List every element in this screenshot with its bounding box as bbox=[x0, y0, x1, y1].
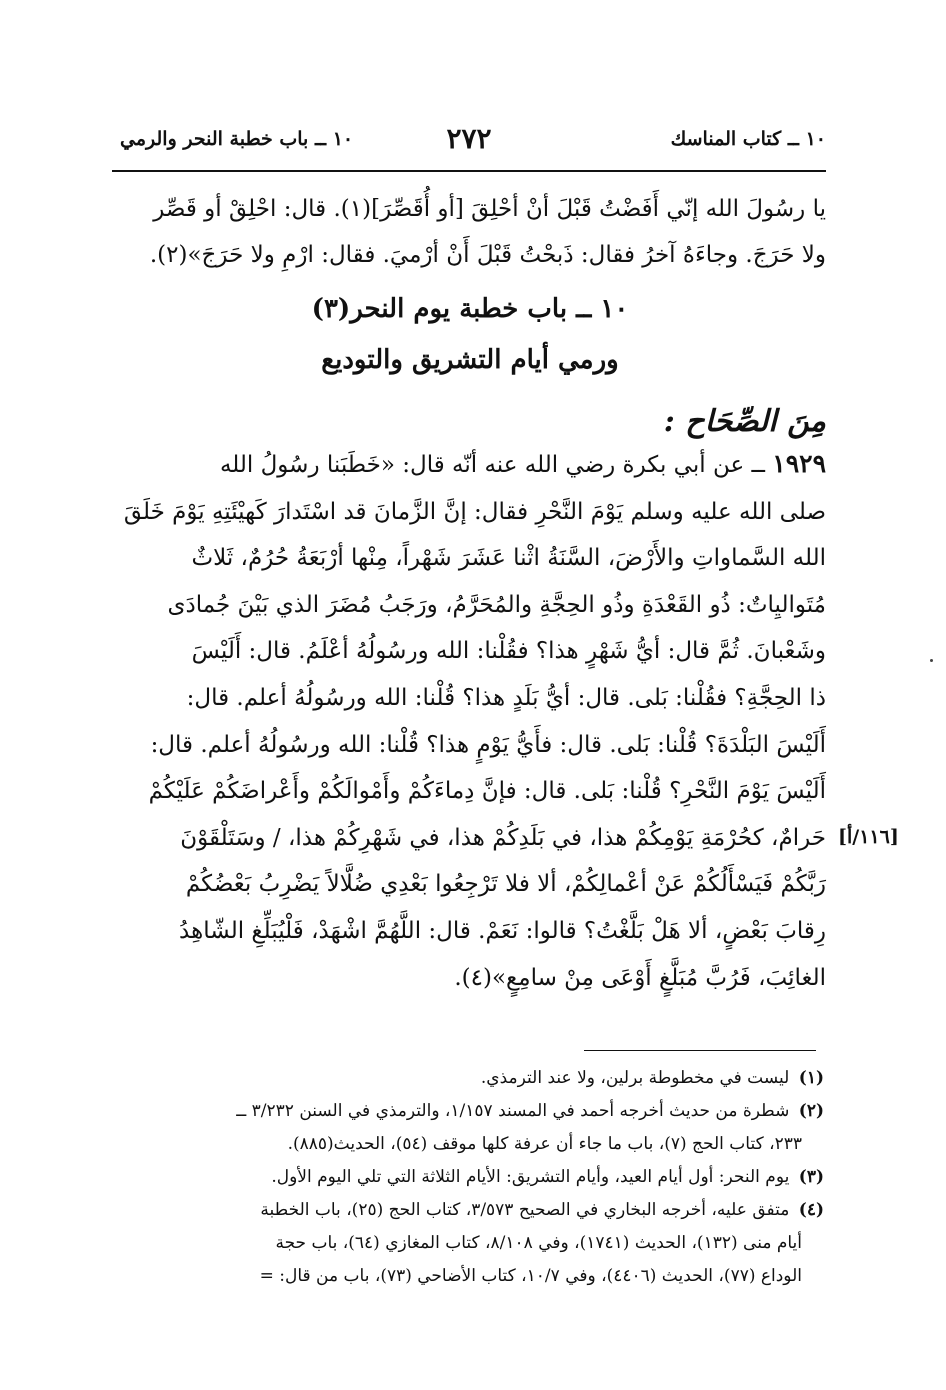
text-line: ــ عن أبي بكرة رضي الله عنه أنّه قال: «خَطَبَنا رسُولُ الله bbox=[219, 452, 765, 478]
chapter-title-line-2: ورمي أيام التشريق والتوديع bbox=[321, 345, 619, 375]
text-line: حَرامٌ، كحُرْمَةِ يَوْمِكُمْ هذا، في بَلَدِكُمْ هذا، في شَهْرِكُمْ هذا، / وسَتَلْقَوْنَ bbox=[180, 824, 826, 851]
section-label: مِنَ الصِّحَاح : bbox=[663, 404, 826, 439]
text-line: رَبَّكُمْ فَيَسْأَلُكُمْ عَنْ أعْمالِكُمْ، ألا فلا تَرْجِعُوا بَعْدِي ضُلَّالاً يَضْرِبُ بَعْضُكُمْ bbox=[185, 871, 826, 898]
page-number: ٢٧٢ bbox=[446, 122, 492, 155]
footnote-text: متفق عليه، أخرجه البخاري في الصحيح ٣/٥٧٣، كتاب الحج (٢٥)، باب الخطبة bbox=[260, 1200, 790, 1220]
footnote-2 bbox=[84, 1095, 824, 1161]
footnote-text: يوم النحر: أول أيام العيد، وأيام التشريق: الأيام الثلاثة التي تلي اليوم الأول. bbox=[271, 1167, 790, 1187]
header-rule bbox=[112, 170, 826, 172]
footnote-continuation: أيام منى (١٣٢)، الحديث (١٧٤١)، وفي ٨/١٠٨، كتاب المغازي (٦٤)، باب حجة bbox=[275, 1233, 802, 1253]
footnote-marker: (٣) bbox=[798, 1167, 824, 1187]
text-line: رِقابَ بَعْضٍ، ألا هَلْ بَلَّغْتُ؟ قالوا: نَعَمْ. قال: اللَّهُمَّ اشْهَدْ، فَلْيُبَلِّغِ الشّاهِدُ bbox=[179, 917, 826, 944]
text-line: يا رسُولَ الله إنّي أَفَضْتُ قَبْلَ أنْ أحْلِقَ [أو أُقَصِّرَ](١). قال: احْلِقْ أو قَصِّر bbox=[153, 196, 826, 222]
chapter-title-line-1: ١٠ ــ باب خطبة يوم النحر(٣) bbox=[311, 294, 629, 324]
text-line: أَلَيْسَ البَلْدَةَ؟ قُلْنا: بَلى. قال: فأَيُّ يَوْمٍ هذا؟ قُلْنا: الله ورسُولُهُ أعلم. قال: bbox=[150, 731, 826, 758]
opening-paragraph bbox=[114, 186, 826, 278]
footnote-4 bbox=[84, 1194, 824, 1293]
text-line: مُتَواليِاتٌ: ذُو القَعْدَةِ وذُو الحِجَّةِ والمُحَرَّمُ، ورَجَبُ مُضَرَ الذي بَيْنَ جُمادَى bbox=[167, 591, 826, 618]
footnote-continuation: الوداع (٧٧)، الحديث (٤٤٠٦)، وفي ١٠/٧، كتاب الأضاحي (٧٣)، باب من قال: = bbox=[259, 1266, 802, 1286]
footnote-continuation: ٢٣٣، كتاب الحج (٧)، باب ما جاء أن عرفة كلها موقف (٥٤)، الحديث(٨٨٥). bbox=[287, 1134, 802, 1154]
footnote-rule bbox=[584, 1050, 816, 1051]
chapter-running-title: ١٠ ــ باب خطبة النحر والرمي bbox=[120, 128, 354, 150]
text-line: ولا حَرَجَ. وجاءَهُ آخرُ فقال: ذَبحْتُ قَبْلَ أَنْ أرْميَ. فقال: ارْمِ ولا حَرَجَ»(٢). bbox=[149, 242, 826, 268]
hadith-paragraph bbox=[114, 441, 826, 1001]
manuscript-folio-reference: [١١٦/أ] bbox=[838, 826, 899, 848]
text-line: الله السَّماواتِ والأَرْضَ، السَّنَةُ اثْنا عَشَرَ شَهْراً، مِنْها أرْبَعَةُ حُرُمٌ، ثَلاثٌ bbox=[191, 545, 826, 572]
footnote-text: شطرة من حديث أخرجه أحمد في المسند ١/١٥٧، والترمذي في السنن ٣/٢٣٢ ــ bbox=[236, 1101, 790, 1121]
running-header bbox=[112, 122, 826, 168]
text-line: وشَعْبانَ. ثُمَّ قال: أيُّ شَهْرٍ هذا؟ فقُلْنا: الله ورسُولُهُ أعْلَمُ. قال: أَلَيْسَ bbox=[191, 638, 826, 665]
hadith-number: ١٩٢٩ bbox=[772, 449, 826, 478]
footnote-marker: (٤) bbox=[798, 1200, 824, 1220]
text-line: ذا الحِجَّةِ؟ فقُلْنا: بَلى. قال: أيُّ بَلَدٍ هذا؟ قُلْنا: الله ورسُولُهُ أعلم. قال: bbox=[186, 684, 826, 711]
book-title: ١٠ ــ كتاب المناسك bbox=[670, 128, 826, 150]
footnote-marker: (١) bbox=[798, 1068, 824, 1088]
footnote-marker: (٢) bbox=[798, 1101, 824, 1121]
footnote-3 bbox=[84, 1161, 824, 1194]
footnotes bbox=[84, 1062, 824, 1293]
text-line: صلى الله عليه وسلم يَوْمَ النَّحْرِ فقال: إنَّ الزَّمانَ قد اسْتَدارَ كَهيْئَتِهِ يَوْمَ خَلَقَ bbox=[123, 498, 826, 525]
margin-dot bbox=[930, 659, 933, 662]
footnote-text: ليست في مخطوطة برلين، ولا عند الترمذي. bbox=[480, 1068, 790, 1088]
footnote-1 bbox=[84, 1062, 824, 1095]
text-line: أَلَيْسَ يَوْمَ النَّحْرِ؟ قُلْنا: بَلى. قال: فإنَّ دِماءَكُمْ وأَمْوالَكُمْ وأَعْراضَكُمْ عَلَيْكُمْ bbox=[148, 778, 826, 805]
text-line: الغائِبَ، فَرُبَّ مُبَلَّغٍ أَوْعَى مِنْ سامِعٍ»(٤). bbox=[454, 964, 826, 991]
